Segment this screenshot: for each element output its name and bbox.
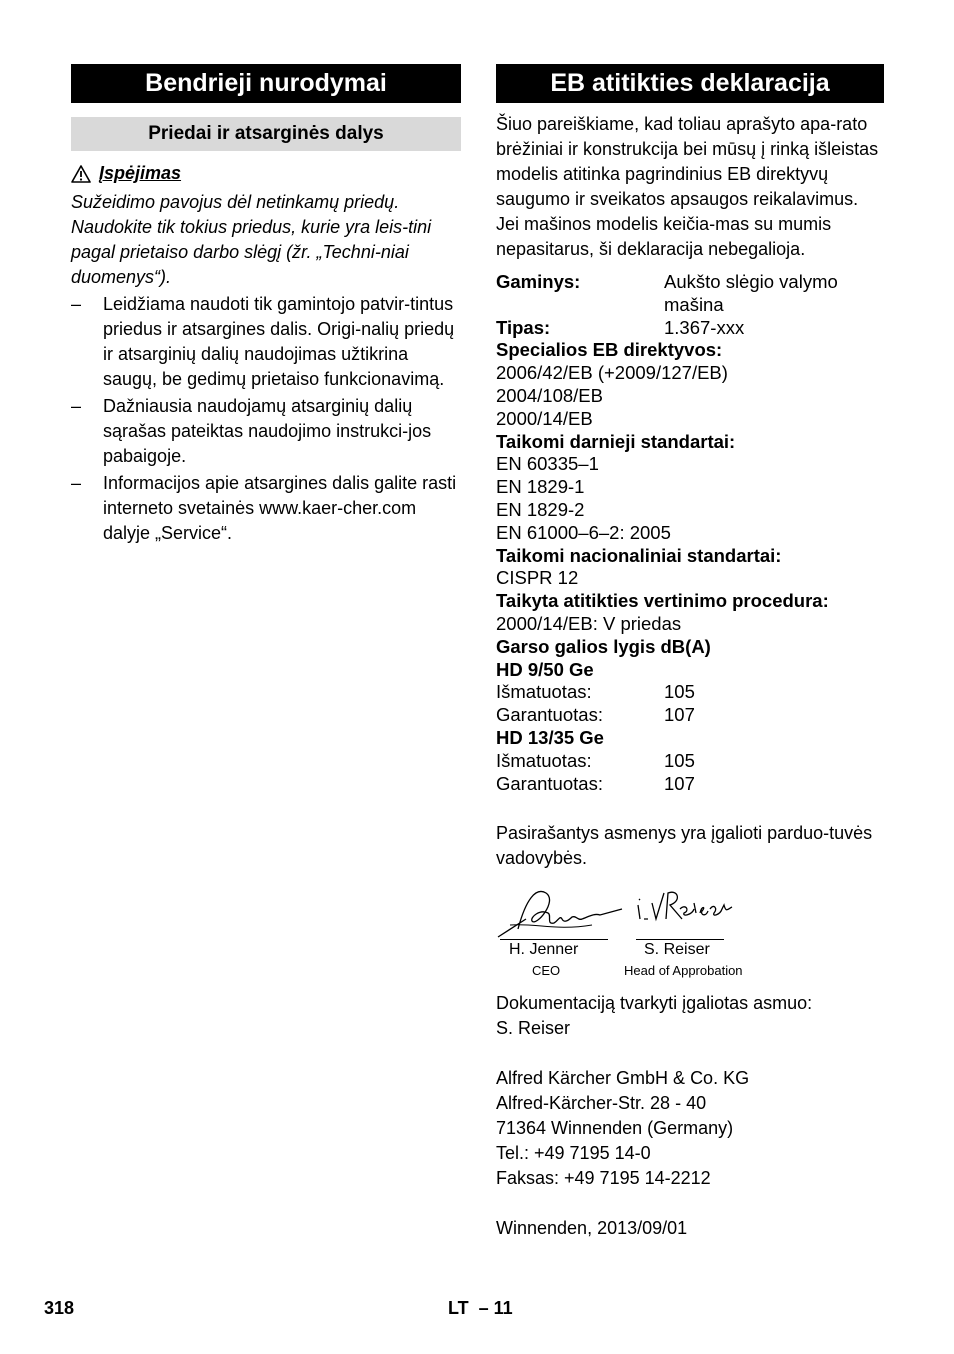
signature-jenner — [496, 879, 626, 941]
dash-marker: – — [71, 294, 82, 314]
signatories-text: Pasirašantys asmenys yra įgalioti parduo-tuvės vadovybės. — [496, 823, 873, 869]
list-item — [71, 394, 461, 469]
company-address — [496, 1066, 884, 1191]
address-line: Faksas: +49 7195 14-2212 — [496, 1168, 711, 1189]
address-line: Alfred-Kärcher-Str. 28 - 40 — [496, 1093, 707, 1114]
dash-marker: – — [71, 473, 82, 493]
list-item-text: Dažniausia naudojamų atsarginių dalių sąrašas pateiktas naudojimo instrukci-jos pabaigoje. — [103, 396, 432, 466]
measured-row — [496, 750, 884, 773]
address-line: Tel.: +49 7195 14-0 — [496, 1143, 651, 1164]
standard-item: EN 1829-2 — [496, 498, 585, 520]
doc-responsible-label: Dokumentaciją tvarkyti įgaliotas asmuo: — [496, 993, 813, 1014]
list-item-text: Informacijos apie atsargines dalis galite rasti interneto svetainės www.kaer-cher.com dalyje „Service“. — [103, 473, 457, 543]
list-item-text: Leidžiama naudoti tik gamintojo patvir-tintus priedus ir atsargines dalis. Origi-nalių priedų ir atsarginių dalių naudojimas užtikrina saugų, be gedimų prietaiso funkcionavimą. — [103, 294, 455, 389]
procedure-label: Taikyta atitikties vertinimo procedura: — [496, 590, 829, 612]
harmonized-label: Taikomi darnieji standartai: — [496, 430, 736, 452]
type-row — [496, 317, 884, 340]
sound-label: Garso galios lygis dB(A) — [496, 635, 711, 657]
directive-item: 2006/42/EB (+2009/127/EB) — [496, 362, 728, 384]
signature-line-left — [500, 939, 608, 940]
doc-responsible-person: S. Reiser — [496, 1018, 571, 1039]
national-label: Taikomi nacionaliniai standartai: — [496, 544, 782, 566]
address-line: 71364 Winnenden (Germany) — [496, 1118, 734, 1139]
standard-item: EN 61000–6–2: 2005 — [496, 521, 671, 543]
warning-label: Įspėjimas — [99, 163, 182, 183]
guaranteed-label: Garantuotas: — [496, 704, 603, 726]
measured-value: 105 — [664, 681, 695, 703]
procedure-value: 2000/14/EB: V priedas — [496, 612, 682, 634]
national-item: CISPR 12 — [496, 567, 579, 589]
warning-text: Sužeidimo pavojus dėl netinkamų priedų. Naudokite tik tokius priedus, kurie yra leis-tini pagal prietaiso darbo slėgį (žr. „Techni-niai duomenys“). — [71, 192, 432, 287]
dash-marker: – — [71, 396, 82, 416]
product-value: Aukšto slėgio valymo — [664, 271, 838, 292]
list-item — [71, 471, 461, 546]
model-name: HD 13/35 Ge — [496, 726, 604, 748]
guaranteed-row — [496, 704, 884, 727]
address-line: Alfred Kärcher GmbH & Co. KG — [496, 1068, 750, 1089]
guaranteed-value: 107 — [664, 772, 695, 794]
declaration-intro: Šiuo pareiškiame, kad toliau aprašyto apa-rato brėžiniai ir konstrukcija bei mūsų į rinką išleistas modelis atitinka pagrindinius EB direktyvų saugumo ir sveikatos apsaugos reikalavimus. Jei mašinos modelis keičia-mas su mumis nepasitarus, ši deklaracija nebegalioja. — [496, 114, 879, 259]
warning-heading — [71, 161, 461, 186]
measured-label: Išmatuotas: — [496, 681, 592, 703]
left-column — [71, 64, 461, 546]
measured-label: Išmatuotas: — [496, 749, 592, 771]
subsection-title-accessories: Priedai ir atsarginės dalys — [71, 117, 461, 151]
product-row — [496, 271, 884, 294]
language-page-marker: LT – 11 — [448, 1298, 513, 1318]
directives-label: Specialios EB direktyvos: — [496, 339, 723, 361]
right-column — [496, 64, 884, 1241]
standard-item: EN 1829-1 — [496, 476, 585, 498]
signer-name: S. Reiser — [644, 941, 710, 959]
signer-role: Head of Approbation — [624, 963, 743, 979]
signature-block — [496, 879, 884, 991]
list-item — [71, 292, 461, 392]
type-label: Tipas: — [496, 316, 551, 338]
measured-value: 105 — [664, 749, 695, 771]
standard-item: EN 60335–1 — [496, 453, 599, 475]
place-date: Winnenden, 2013/09/01 — [496, 1218, 688, 1239]
page-number: 318 — [44, 1298, 75, 1318]
signature-reiser — [634, 879, 734, 931]
directive-item: 2004/108/EB — [496, 384, 603, 406]
guaranteed-row — [496, 773, 884, 796]
signer-name: H. Jenner — [509, 941, 579, 959]
model-name: HD 9/50 Ge — [496, 658, 594, 680]
guaranteed-value: 107 — [664, 704, 695, 726]
signer-role: CEO — [532, 963, 561, 979]
type-value: 1.367-xxx — [664, 316, 745, 338]
section-title-general: Bendrieji nurodymai — [71, 64, 461, 103]
guaranteed-label: Garantuotas: — [496, 772, 603, 794]
product-row-cont — [496, 294, 884, 317]
section-title-declaration: EB atitikties deklaracija — [496, 64, 884, 103]
warning-triangle-icon — [71, 165, 91, 183]
product-value-cont: mašina — [664, 293, 724, 315]
signature-line-right — [636, 939, 724, 940]
accessories-list — [71, 292, 461, 546]
measured-row — [496, 681, 884, 704]
product-label: Gaminys: — [496, 271, 581, 292]
directive-item: 2000/14/EB — [496, 407, 593, 429]
declaration-specs — [496, 271, 884, 795]
